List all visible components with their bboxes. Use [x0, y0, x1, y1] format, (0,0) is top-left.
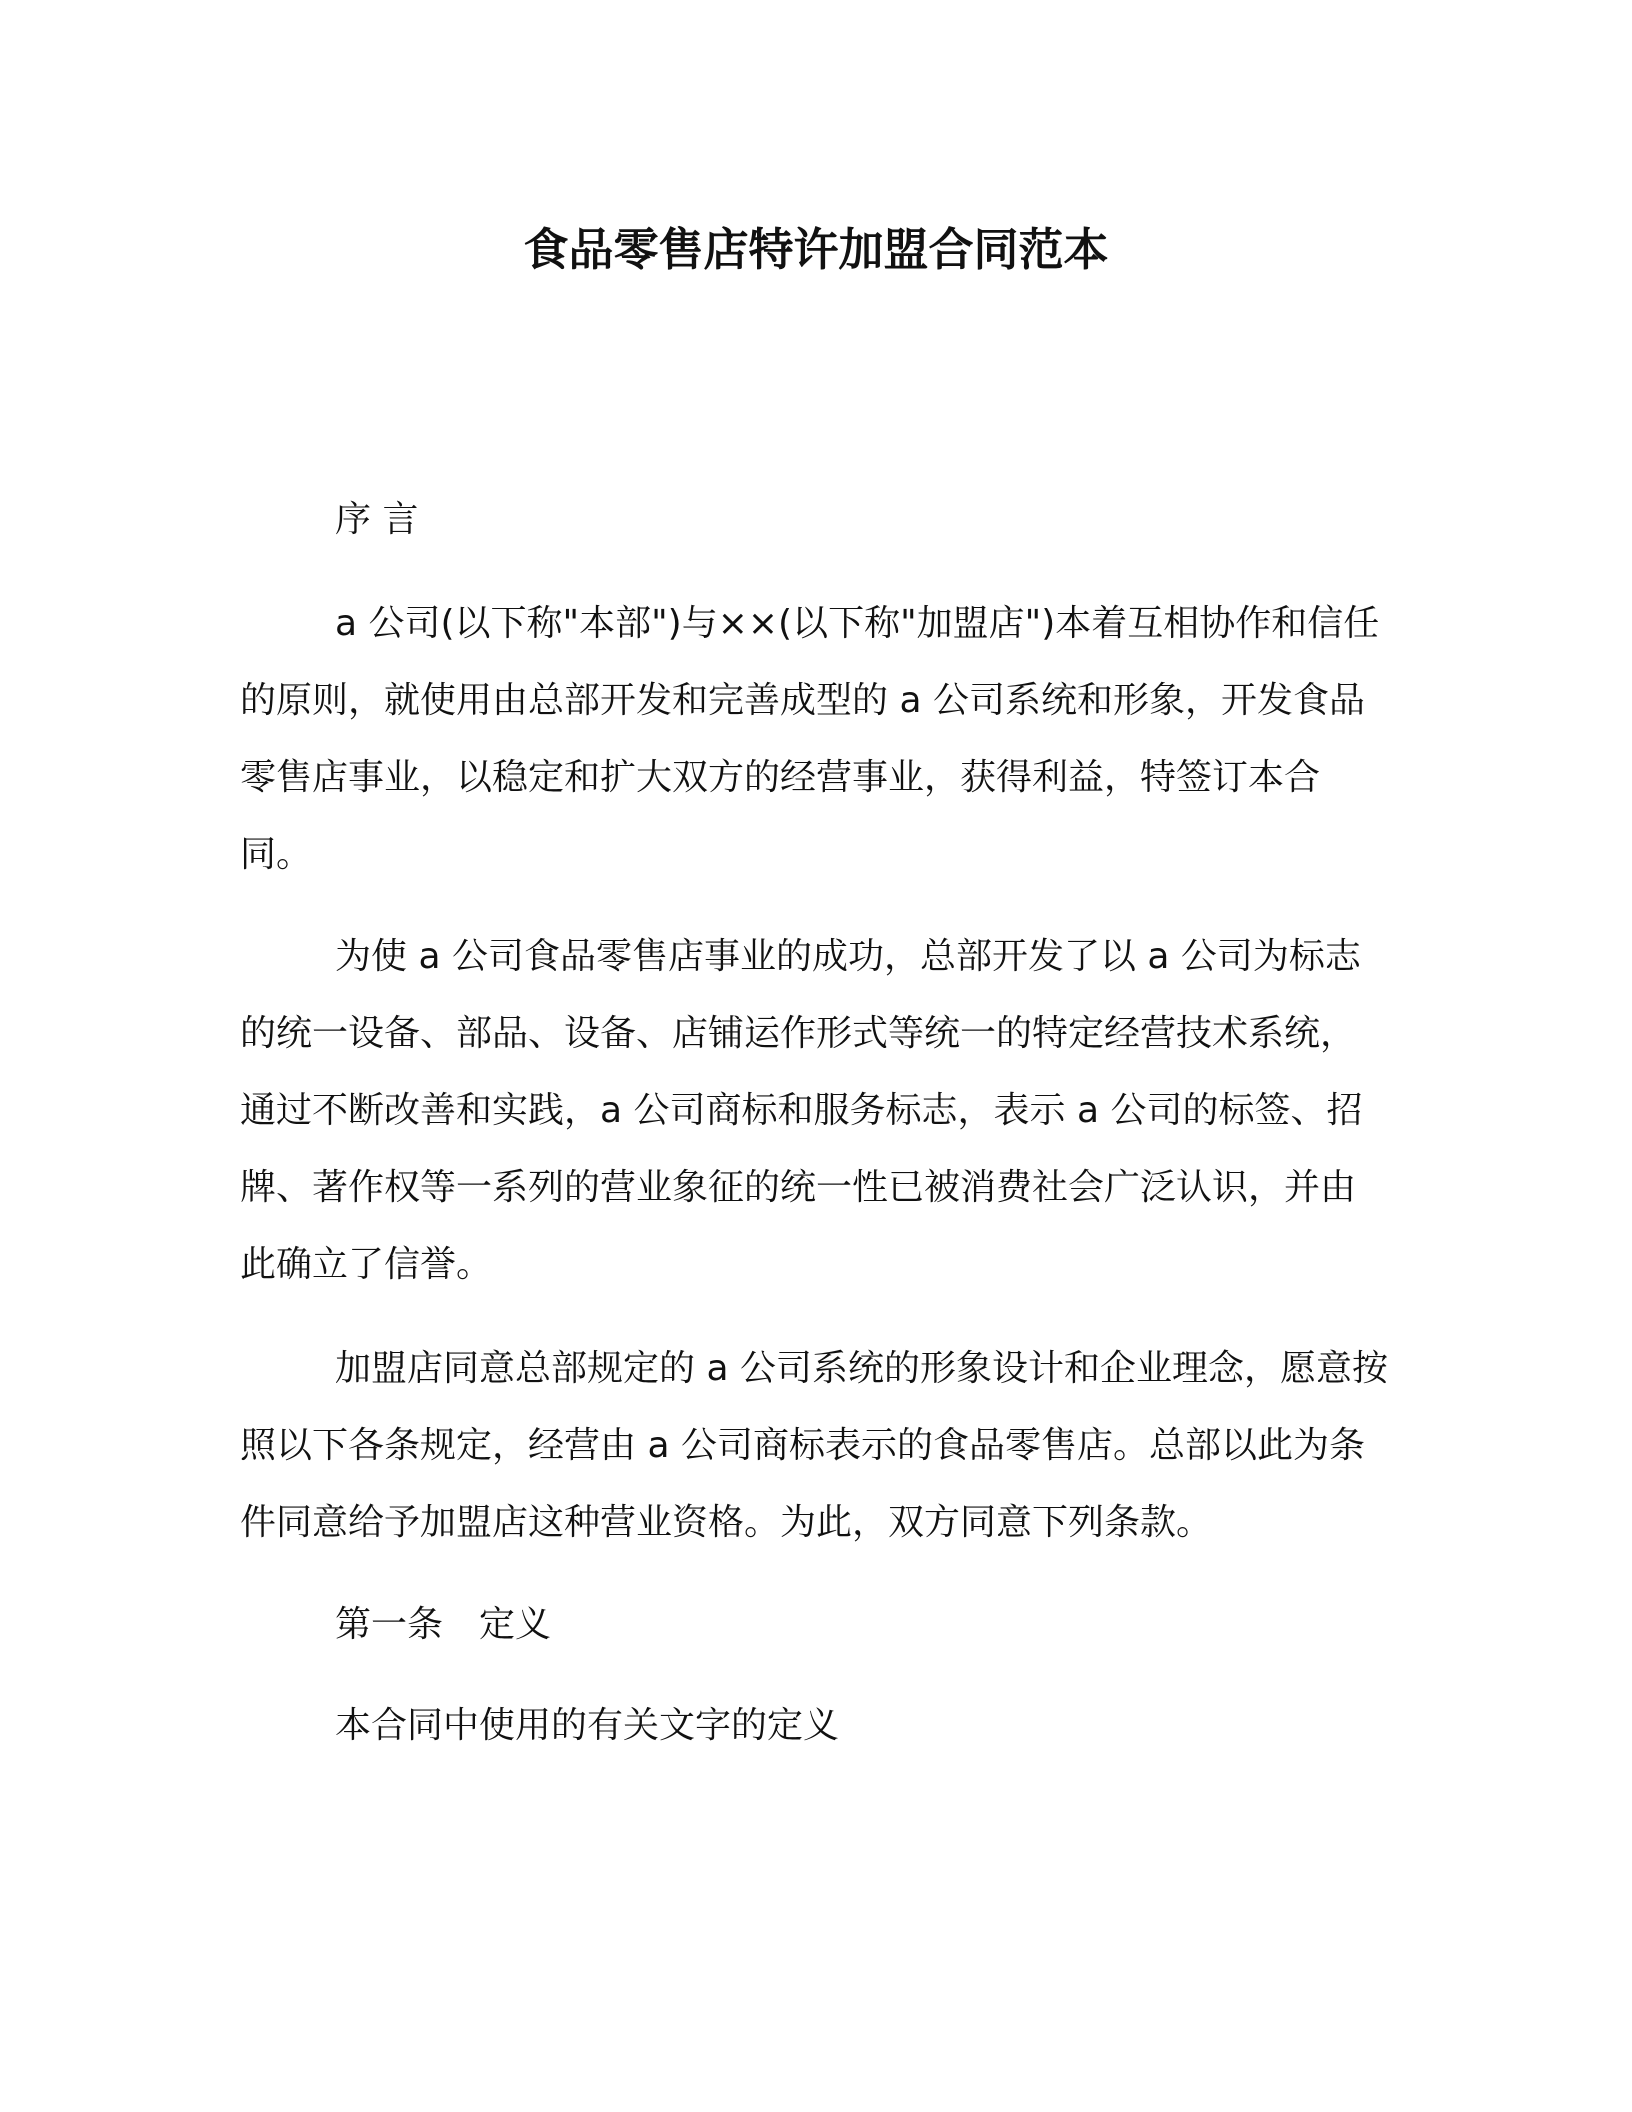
paragraph-2: 为使 a 公司食品零售店事业的成功，总部开发了以 a 公司为标志的统一设备、部品、设备、店铺运作形式等统一的特定经营技术系统，通过不断改善和实践，a 公司商标和服务标志，表示 a 公司的标签、招牌、著作权等一系列的营业象征的统一性已被消费社会广泛认识，并由此确立了信誉。 [240, 936, 1363, 1285]
preface-heading: 序 言 [335, 499, 419, 540]
article-one-heading: 第一条 定义 [335, 1604, 552, 1645]
paragraph-1: a 公司(以下称"本部")与××(以下称"加盟店")本着互相协作和信任的原则，就使用由总部开发和完善成型的 a 公司系统和形象，开发食品零售店事业，以稳定和扩大双方的经营事业，获得利益，特签订本合同。 [240, 603, 1380, 875]
paragraph-3: 加盟店同意总部规定的 a 公司系统的形象设计和企业理念，愿意按照以下各条规定，经营由 a 公司商标表示的食品零售店。总部以此为条件同意给予加盟店这种营业资格。为此，双方同意下列条款。 [240, 1348, 1388, 1543]
definition-intro: 本合同中使用的有关文字的定义 [335, 1705, 840, 1746]
document-title: 食品零售店特许加盟合同范本 [523, 223, 1109, 276]
paragraph-1-block [240, 585, 1390, 893]
paragraph-2-block [240, 918, 1390, 1303]
paragraph-3-block [240, 1330, 1390, 1561]
